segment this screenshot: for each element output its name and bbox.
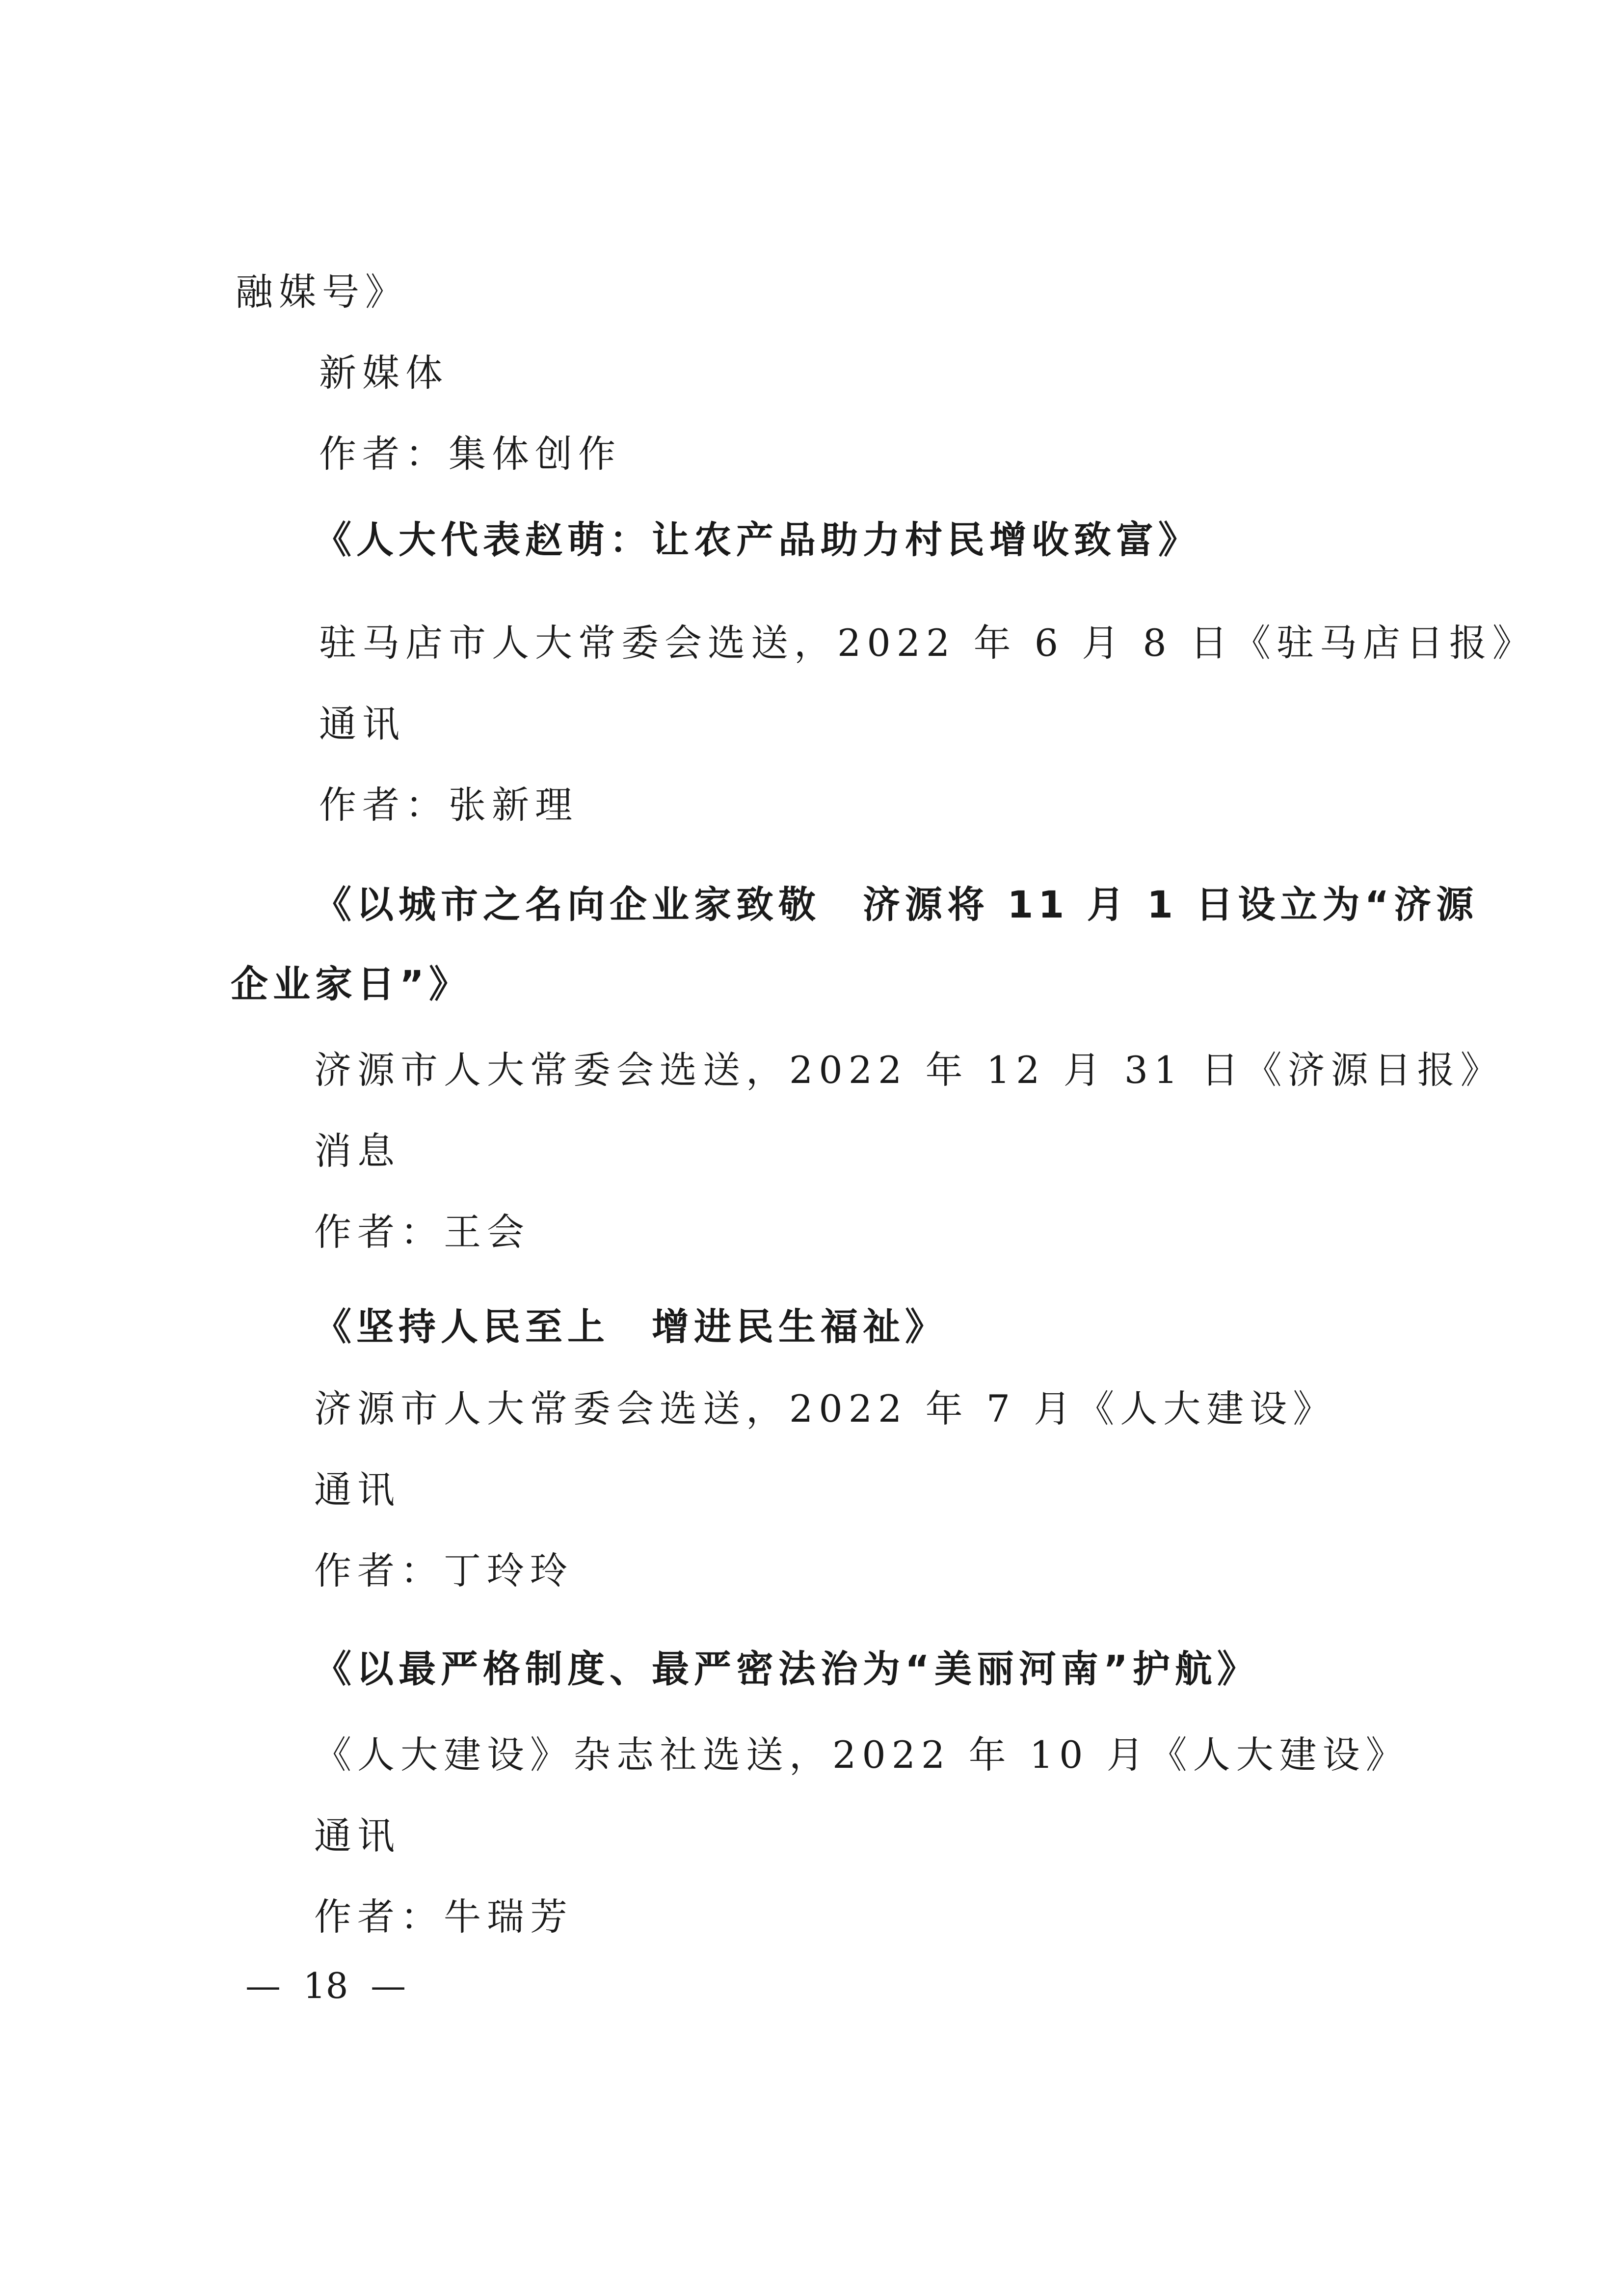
entry-genre: 通讯 <box>314 1468 400 1512</box>
entry-genre: 消息 <box>314 1129 400 1173</box>
entry-title: 《坚持人民至上 增进民生福祉》 <box>314 1305 947 1349</box>
entry-title: 《以最严格制度、最严密法治为“美丽河南”护航》 <box>314 1647 1259 1691</box>
entry-author: 作者：王会 <box>314 1210 530 1254</box>
entry-source: 《人大建设》杂志社选送，2022 年 10 月《人大建设》 <box>314 1733 1409 1777</box>
author-line: 作者：集体创作 <box>319 432 621 476</box>
entry-author: 作者：张新理 <box>319 783 578 827</box>
page-number: — 18 — <box>245 1965 406 2006</box>
entry-title-continued: 企业家日”》 <box>231 962 471 1006</box>
entry-author: 作者：丁玲玲 <box>314 1549 573 1593</box>
entry-genre: 通讯 <box>314 1814 400 1858</box>
entry-genre: 通讯 <box>319 702 405 746</box>
entry-title: 《人大代表赵萌：让农产品助力村民增收致富》 <box>314 518 1200 562</box>
title-continuation: 融媒号》 <box>236 270 408 314</box>
entry-author: 作者：牛瑞芳 <box>314 1895 573 1939</box>
entry-source: 驻马店市人大常委会选送，2022 年 6 月 8 日《驻马店日报》 <box>319 621 1536 665</box>
entry-source: 济源市人大常委会选送，2022 年 12 月 31 日《济源日报》 <box>314 1048 1504 1092</box>
entry-title: 《以城市之名向企业家致敬 济源将 11 月 1 日设立为“济源 <box>314 883 1479 926</box>
entry-source: 济源市人大常委会选送，2022 年 7 月《人大建设》 <box>314 1387 1336 1431</box>
genre-label: 新媒体 <box>319 351 449 395</box>
